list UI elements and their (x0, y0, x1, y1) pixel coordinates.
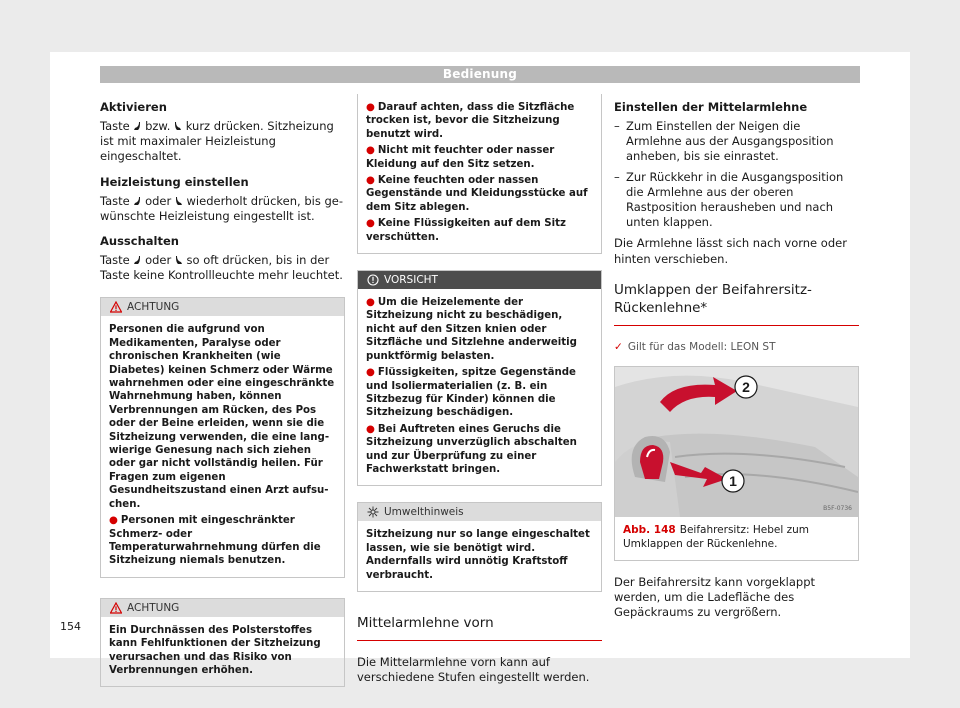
environment-box-title: Umwelthinweis (384, 506, 464, 519)
figure-caption (623, 523, 853, 551)
warning-box-title: ACHTUNG (127, 601, 180, 614)
text-fragment: oder (145, 253, 172, 268)
bullet-text: Keine Flüssigkeiten auf dem Sitz verschütten. (366, 218, 566, 243)
seat-heat-right-icon (175, 196, 183, 206)
ausschalten-text (100, 253, 345, 283)
bullet-text: Nicht mit feuchter oder nasser Kleidung auf den Sitz setzen. (366, 145, 555, 170)
environment-box (357, 502, 602, 592)
bullet-dot-icon: ● (366, 367, 375, 379)
dash-list-item (614, 170, 859, 231)
column-right (614, 100, 859, 630)
text-fragment: wiederholt drücken, bis gewünschte Heizleistung eingestellt ist. (100, 193, 344, 223)
text-fragment: Taste (100, 193, 130, 208)
text-fragment: Taste (100, 253, 130, 268)
page-number: 154 (60, 620, 81, 633)
dash-list-item (614, 119, 859, 165)
warning-triangle-icon (110, 602, 122, 614)
text-fragment: kurz drücken. Sitzheizung ist mit maximaler Heizleistung eingeschaltet. (100, 119, 334, 164)
warning-box-body (101, 316, 344, 576)
warning-paragraph: Personen die aufgrund von Medikamenten, Paralyse oder chronischen Krankheiten (wie Diabetes) keinen Schmerz oder Wärme wahrnehmen oder eine eingeschränkte Wahrnehmung haben, können Verbrennungen am Rücken, des Pos oder der Beine erleiden, wenn sie die Sitzheizung verwenden, die eine langwierige Genesung nach sich ziehen oder gar nicht vollständig heilen. Für Fragen zum eigenen Gesundheitszustand einen Arzt aufsuchen. (109, 324, 335, 510)
text-fragment: so oft drücken, bis in der Taste keine Kontrollleuchte mehr leuchtet. (100, 253, 343, 283)
caution-bullet (366, 366, 593, 420)
warning-box-header (101, 599, 344, 617)
seat-heat-left-icon (133, 121, 141, 131)
checkmark-icon: ✓ (614, 340, 623, 353)
warning-bullet (366, 174, 593, 214)
warning-box-title: ACHTUNG (127, 301, 180, 314)
environment-box-body (358, 521, 601, 591)
warning-bullet (366, 217, 593, 244)
text-fragment: oder (145, 193, 172, 208)
seat-lever-illustration (615, 367, 858, 517)
ausschalten-heading: Ausschalten (100, 234, 179, 249)
bullet-text: Um die Heizelemente der Sitzheizung nicht zu beschädigen, nicht auf den Sitzen knien oder Sitzfläche und Sitzlehne anderweitig punktförmig belasten. (366, 297, 577, 362)
seat-heat-right-icon (175, 255, 183, 265)
text-fragment: bzw. (145, 119, 171, 133)
warning-bullet (109, 514, 336, 568)
warning-box-continued (357, 94, 602, 254)
dash-text: Zur Rückkehr in die Ausgangsposition die Armlehne aus der oberen Rastposition herausheben und nach unten klappen. (626, 169, 844, 230)
heizleistung-text (100, 194, 345, 224)
heizleistung-heading: Heizleistung einstellen (100, 174, 249, 189)
armlehne-text: Die Armlehne lässt sich nach vorne oder hinten verschieben. (614, 236, 847, 266)
caution-box-vorsicht (357, 270, 602, 486)
warning-paragraph: Ein Durchnässen des Polsterstoffes kann Fehlfunktionen der Sitzheizung verursachen und das Risiko von Verbrennungen erhöhen. (109, 624, 321, 676)
caution-box-header (358, 271, 601, 289)
warning-bullet (366, 101, 593, 141)
final-text: Der Beifahrersitz kann vorgeklappt werden, um die Ladefläche des Gepäckraums zu vergrößern. (614, 574, 816, 620)
dash-text: Zum Einstellen der Neigen die Armlehne aus der Ausgangsposition anheben, bis sie einrastet. (626, 119, 834, 164)
caution-bullet (366, 296, 593, 363)
info-circle-icon (367, 274, 379, 286)
einstellen-heading: Einstellen der Mittelarmlehne (614, 100, 808, 114)
figure-label: Abb. 148 (623, 523, 676, 536)
model-applicability (614, 340, 859, 354)
warning-box-achtung-2 (100, 598, 345, 688)
bullet-text: Bei Auftreten eines Geruchs die Sitzheizung unverzüglich abschalten und zur Überprüfung zu einer Fachwerkstatt bringen. (366, 423, 577, 475)
seat-heat-right-icon (174, 121, 182, 131)
bullet-text: Flüssigkeiten, spitze Gegenstände und Isoliermaterialien (z. B. ein Sitzbezug für Kinder) können die Sitzheizung beschädigen. (366, 367, 576, 419)
mittelarmlehne-text: Die Mittelarmlehne vorn kann auf verschiedene Stufen eingestellt werden. (357, 654, 590, 685)
environment-leaf-icon (367, 506, 379, 518)
caution-bullet (366, 423, 593, 477)
aktivieren-heading: Aktivieren (100, 100, 167, 114)
bullet-dot-icon: ● (366, 175, 375, 187)
text-fragment: Taste (100, 119, 130, 133)
dash-marker: – (614, 169, 620, 184)
caution-box-body (358, 289, 601, 485)
caution-box-title: VORSICHT (384, 274, 438, 287)
bullet-dot-icon: ● (366, 102, 375, 113)
section-header: Bedienung (100, 66, 860, 83)
seat-heat-left-icon (133, 196, 141, 206)
bullet-dot-icon: ● (109, 515, 118, 527)
figure-148 (614, 366, 859, 561)
model-applicability-text: Gilt für das Modell: LEON ST (627, 340, 776, 353)
warning-bullet (366, 144, 593, 171)
figure-code: B5F-0736 (823, 504, 852, 512)
warning-box-header (101, 298, 344, 316)
callout-1: 1 (729, 472, 737, 489)
warning-box-body (101, 617, 344, 687)
environment-box-header (358, 503, 601, 521)
bullet-text: Keine feuchten oder nassen Gegenstände und Kleidungsstücke auf dem Sitz ablegen. (366, 175, 588, 213)
warning-box-achtung (100, 297, 345, 577)
figure-caption-text: Beifahrersitz: Hebel zum Umklappen der Rückenlehne. (623, 523, 809, 550)
environment-text: Sitzheizung nur so lange eingeschaltet lassen, wie sie benötigt wird. Andernfalls wird unnötig Kraftstoff verbraucht. (366, 529, 590, 581)
mittelarmlehne-heading: Mittelarmlehne vorn (357, 614, 602, 641)
warning-box-body (358, 94, 601, 253)
warning-triangle-icon (110, 301, 122, 313)
bullet-dot-icon: ● (366, 297, 375, 309)
aktivieren-text (100, 119, 345, 165)
callout-2: 2 (742, 378, 750, 395)
bullet-dot-icon: ● (366, 145, 375, 157)
dash-marker: – (614, 119, 620, 133)
bullet-text: Darauf achten, dass die Sitzfläche trocken ist, bevor die Sitzheizung benutzt wird. (366, 102, 575, 140)
column-middle (357, 100, 602, 695)
seat-heat-left-icon (133, 255, 141, 265)
column-left (100, 100, 345, 703)
bullet-dot-icon: ● (366, 218, 375, 230)
umklappen-heading: Umklappen der Beifahrersitz-Rückenlehne* (614, 281, 859, 326)
bullet-text: Personen mit eingeschränkter Schmerz- oder Temperaturwahrnehmung dürfen die Sitzheizung niemals benutzen. (109, 515, 321, 567)
bullet-dot-icon: ● (366, 423, 375, 435)
